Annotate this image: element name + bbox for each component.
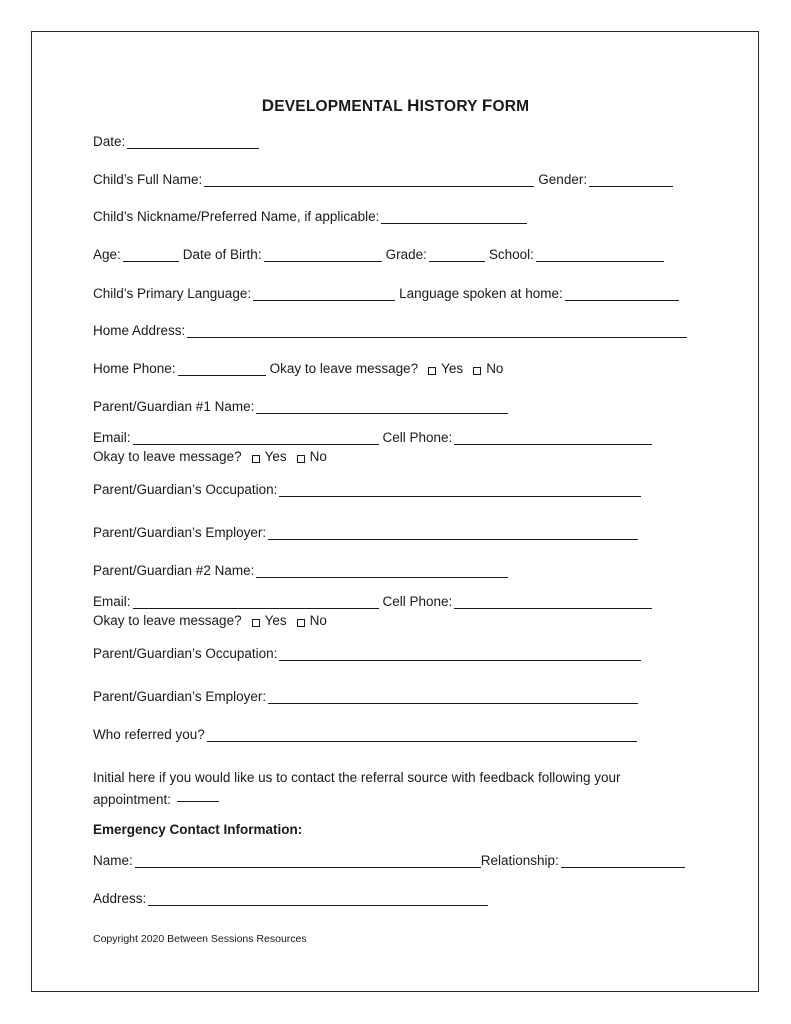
- guardian1-cell-field[interactable]: [454, 431, 652, 445]
- no-checkbox[interactable]: [297, 619, 305, 627]
- guardian1-employer-field[interactable]: [268, 526, 638, 540]
- yes-label: Yes: [441, 361, 464, 376]
- dob-field[interactable]: [264, 248, 382, 262]
- copyright-text: Copyright 2020 Between Sessions Resources: [93, 933, 307, 945]
- guardian1-email-field[interactable]: [133, 431, 379, 445]
- guardian2-employer-row: [93, 688, 642, 706]
- email-label: Email:: [93, 594, 131, 609]
- no-label: No: [309, 449, 327, 464]
- child-full-name-label: Child’s Full Name:: [93, 172, 203, 187]
- email-label: Email:: [93, 430, 131, 445]
- age-label: Age:: [93, 247, 121, 262]
- no-label: No: [486, 361, 504, 376]
- school-field[interactable]: [536, 248, 664, 262]
- form-title: DEVELOPMENTAL HISTORY FORM: [261, 96, 530, 115]
- guardian2-employer-field[interactable]: [268, 690, 638, 704]
- guardian2-name-label: Parent/Guardian #2 Name:: [93, 563, 255, 578]
- child-name-row: [93, 171, 677, 189]
- employer-label: Parent/Guardian’s Employer:: [93, 689, 267, 704]
- yes-checkbox[interactable]: [252, 619, 260, 627]
- yes-checkbox[interactable]: [428, 367, 436, 375]
- initial-here-text: Initial here if you would like us to contact the referral source with feedback following your appointment:: [93, 770, 621, 807]
- emergency-address-label: Address:: [93, 891, 147, 906]
- school-label: School:: [488, 247, 534, 262]
- emergency-heading: [93, 821, 302, 839]
- language-row: [93, 285, 683, 303]
- emergency-address-row: [93, 890, 492, 908]
- guardian1-occupation-field[interactable]: [279, 483, 641, 497]
- occupation-label: Parent/Guardian’s Occupation:: [93, 646, 278, 661]
- guardian2-name-row: [93, 562, 512, 580]
- language-home-label: Language spoken at home:: [399, 286, 563, 301]
- age-row: [93, 246, 668, 264]
- home-phone-row: [93, 360, 503, 378]
- primary-language-field[interactable]: [253, 287, 395, 301]
- home-address-field[interactable]: [187, 324, 687, 338]
- home-address-row: [93, 322, 691, 340]
- dob-label: Date of Birth:: [182, 247, 262, 262]
- occupation-label: Parent/Guardian’s Occupation:: [93, 482, 278, 497]
- guardian2-occupation-field[interactable]: [279, 647, 641, 661]
- date-label: Date:: [93, 134, 126, 149]
- guardian1-employer-row: [93, 524, 642, 542]
- relationship-field[interactable]: [561, 854, 685, 868]
- language-home-field[interactable]: [565, 287, 679, 301]
- cell-phone-label: Cell Phone:: [382, 430, 453, 445]
- date-field[interactable]: [127, 135, 259, 149]
- date-row: [93, 133, 263, 151]
- emergency-heading-text: Emergency Contact Information:: [93, 822, 303, 837]
- emergency-address-field[interactable]: [148, 892, 488, 906]
- relationship-label: Relationship:: [480, 853, 559, 868]
- home-address-label: Home Address:: [93, 323, 186, 338]
- guardian2-name-field[interactable]: [256, 564, 508, 578]
- yes-checkbox[interactable]: [252, 455, 260, 463]
- nickname-row: [93, 208, 531, 226]
- home-phone-label: Home Phone:: [93, 361, 176, 376]
- who-referred-field[interactable]: [207, 728, 637, 742]
- guardian2-cell-field[interactable]: [454, 595, 652, 609]
- grade-field[interactable]: [429, 248, 485, 262]
- emergency-name-field[interactable]: [135, 854, 481, 868]
- yes-label: Yes: [264, 613, 287, 628]
- emergency-name-row: [93, 852, 689, 870]
- guardian2-email-field[interactable]: [133, 595, 379, 609]
- guardian2-message-row: [93, 612, 327, 630]
- cell-phone-label: Cell Phone:: [382, 594, 453, 609]
- okay-message-label: Okay to leave message?: [269, 361, 419, 376]
- guardian1-contact-row: [93, 429, 656, 447]
- no-label: No: [309, 613, 327, 628]
- gender-label: Gender:: [538, 172, 588, 187]
- primary-language-label: Child’s Primary Language:: [93, 286, 252, 301]
- guardian2-contact-row: [93, 593, 656, 611]
- guardian1-name-label: Parent/Guardian #1 Name:: [93, 399, 255, 414]
- age-field[interactable]: [123, 248, 179, 262]
- okay-message-label: Okay to leave message?: [93, 613, 242, 628]
- guardian1-occupation-row: [93, 481, 645, 499]
- guardian2-occupation-row: [93, 645, 645, 663]
- no-checkbox[interactable]: [297, 455, 305, 463]
- grade-label: Grade:: [385, 247, 427, 262]
- employer-label: Parent/Guardian’s Employer:: [93, 525, 267, 540]
- nickname-field[interactable]: [381, 210, 527, 224]
- who-referred-label: Who referred you?: [93, 727, 205, 742]
- guardian1-name-row: [93, 398, 512, 416]
- guardian1-message-row: [93, 448, 327, 466]
- referral-row: [93, 726, 641, 744]
- initial-field[interactable]: [177, 788, 219, 802]
- emergency-name-label: Name:: [93, 853, 133, 868]
- child-full-name-field[interactable]: [204, 173, 534, 187]
- gender-field[interactable]: [589, 173, 673, 187]
- okay-message-label: Okay to leave message?: [93, 449, 242, 464]
- home-phone-field[interactable]: [178, 362, 266, 376]
- no-checkbox[interactable]: [473, 367, 481, 375]
- nickname-label: Child’s Nickname/Preferred Name, if applicable:: [93, 209, 380, 224]
- guardian1-name-field[interactable]: [256, 400, 508, 414]
- yes-label: Yes: [264, 449, 287, 464]
